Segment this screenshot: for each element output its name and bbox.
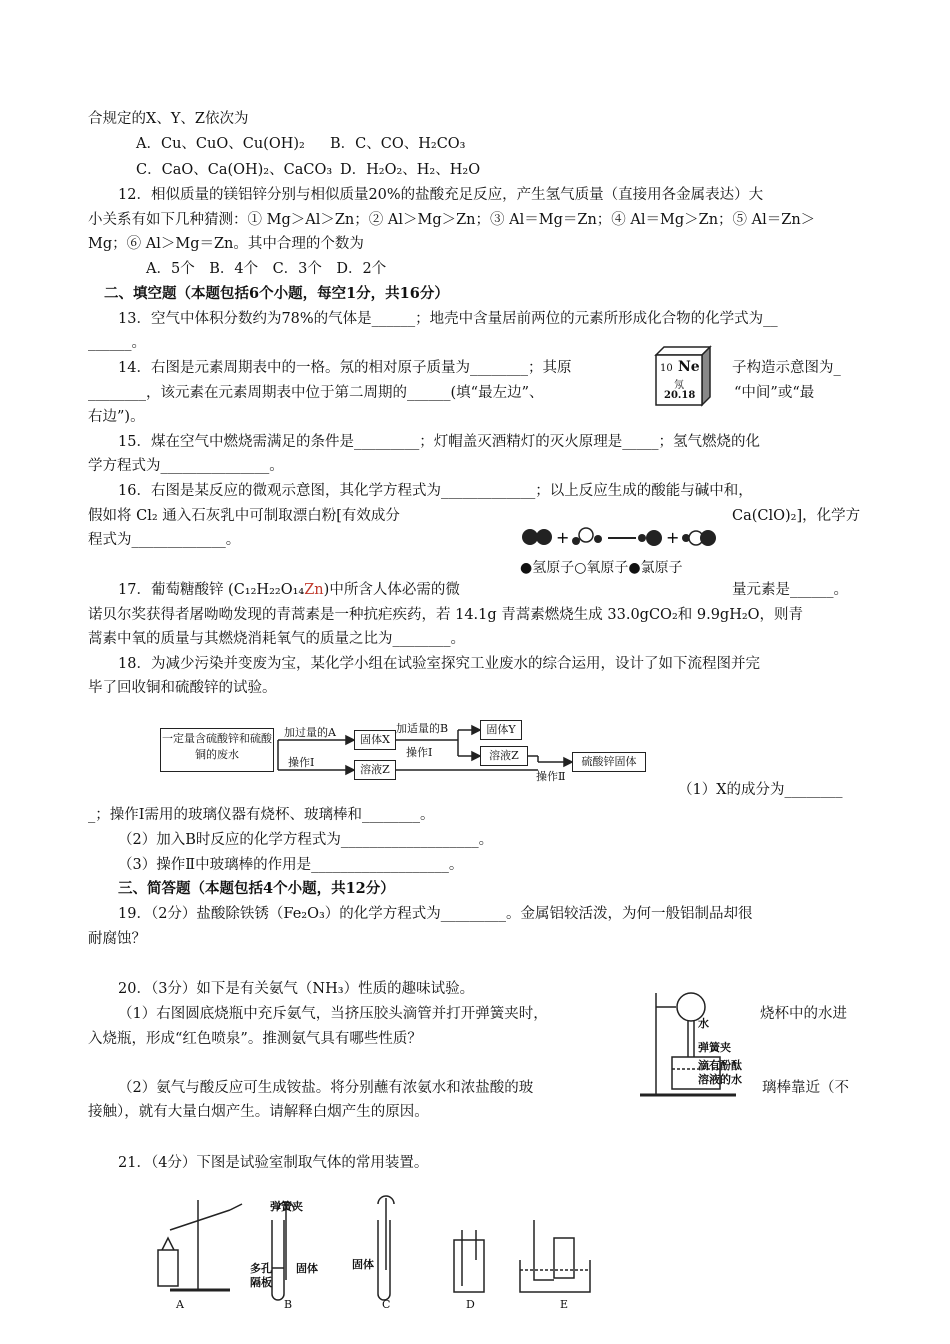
q15-line1: 15．煤在空气中燃烧需满足的条件是_________；灯帽盖灭酒精灯的灭火原理是_____；氢气燃烧的化 xyxy=(118,434,760,450)
q15-line2: 学方程式为_______________。 xyxy=(88,458,284,474)
q13-line2: ______。 xyxy=(88,335,146,351)
q14-line1a: 14．右图是元素周期表中的一格。氖的相对原子质量为________；其原 xyxy=(118,360,572,376)
flow-label-b: 加适量的B xyxy=(396,722,449,735)
reaction-legend: ●氢原子○氧原子●氯原子 xyxy=(520,560,683,576)
q11-stem: 合规定的X、Y、Z依次为 xyxy=(88,111,249,127)
fig21-label-a: A xyxy=(176,1298,184,1311)
flow-chart xyxy=(160,718,650,784)
q20-line4a: （2）氨气与酸反应可生成铵盐。将分别蘸有浓氨水和浓盐酸的玻 xyxy=(118,1080,534,1096)
reaction-diagram xyxy=(520,523,730,583)
q17-line3: 蒿素中氧的质量与其燃烧消耗氧气的质量之比为________。 xyxy=(88,631,465,647)
q20-line2a: （1）右图圆底烧瓶中充斥氨气，当挤压胶头滴管并打开弹簧夹时， xyxy=(118,1006,548,1022)
q11-option-c: C．CaO、Ca(OH)₂、CaCO₃ xyxy=(136,162,333,178)
q18-sub3: （3）操作Ⅱ中玻璃棒的作用是___________________。 xyxy=(118,857,464,873)
q12-line2: 小关系有如下几种猜测：① Mg＞Al＞Zn；② Al＞Mg＞Zn；③ Al＝Mg＝Zn；④ Al＝Mg＞Zn；⑤ Al＝Zn＞ xyxy=(88,212,816,228)
svg-text:+: + xyxy=(556,528,570,547)
fig21-solid-label-b: 固体 xyxy=(296,1262,318,1275)
fig21-plate-label1: 多孔 xyxy=(250,1262,272,1275)
fig21-label-b: B xyxy=(284,1298,293,1311)
fig21-label-c: C xyxy=(382,1298,391,1311)
q20-line2b: 烧杯中的水进 xyxy=(760,1006,847,1022)
q12-options: A．5个 B．4个 C．3个 D．2个 xyxy=(146,261,387,277)
q17-formula-text: 17．葡萄糖酸锌 (C₁₂H₂₂O₁₄ xyxy=(118,582,305,598)
gas-apparatus-figure xyxy=(150,1190,600,1315)
q14-line1b: 子构造示意图为_ xyxy=(732,360,841,376)
fig21-plate-label2: 隔板 xyxy=(250,1276,272,1289)
svg-text:+: + xyxy=(666,528,680,547)
q18-line1: 18．为减少污染并变废为宝，某化学小组在试验室探究工业废水的综合运用，设计了如下流程图并完 xyxy=(118,656,760,672)
q20-line1: 20．（3分）如下是有关氨气（NH₃）性质的趣味试验。 xyxy=(118,981,475,997)
ammonia-fountain-figure xyxy=(636,985,746,1100)
fig21-label-e: E xyxy=(560,1298,569,1311)
section-2-heading: 二、填空题（本题包括6个小题，每空1分，共16分） xyxy=(104,285,449,302)
q18-sub1a: （1）X的成分为________ xyxy=(678,782,843,798)
q18-line2: 毕了回收铜和硫酸锌的试验。 xyxy=(88,680,277,696)
fig20-water-label: 水 xyxy=(698,1017,709,1030)
cell-name: 氖 xyxy=(674,380,684,391)
fig21-label-d: D xyxy=(466,1298,475,1311)
q16-line1: 16．右图是某反应的微观示意图，其化学方程式为_____________；以上反应生成的酸能与碱中和， xyxy=(118,483,753,499)
flow-solution-z1: 溶液Z xyxy=(354,760,396,780)
q20-line5: 接触），就有大量白烟产生。请解释白烟产生的原因。 xyxy=(88,1104,429,1120)
q14-line2b: “中间”或“最 xyxy=(734,385,815,401)
fig20-clip-label: 弹簧夹 xyxy=(698,1041,731,1054)
q11-option-d: D．H₂O₂、H₂、H₂O xyxy=(340,162,481,178)
fig21-solid-label-c: 固体 xyxy=(352,1258,374,1271)
fig20-phenol-label: 滴有酚酞 xyxy=(698,1059,742,1072)
q16-line2b: Ca(ClO)₂]，化学方 xyxy=(732,508,861,524)
cell-mass: 20.18 xyxy=(664,390,696,401)
q13-line1: 13．空气中体积分数约为78%的气体是______；地壳中含量居前两位的元素所形成化合物的化学式为__ xyxy=(118,311,778,327)
q18-sub1b: _；操作Ⅰ需用的玻璃仪器有烧杯、玻璃棒和________。 xyxy=(88,807,435,823)
q11-option-b: B．C、CO、H₂CO₃ xyxy=(330,136,466,152)
q20-line3: 入烧瓶，形成“红色喷泉”。推测氨气具有哪些性质？ xyxy=(88,1031,422,1047)
flow-solid-y: 固体Y xyxy=(480,720,522,740)
flow-end-box: 硫酸锌固体 xyxy=(572,752,646,772)
q17-zn: Zn xyxy=(304,582,324,598)
flow-label-op2: 操作Ⅱ xyxy=(536,770,566,783)
q17-line1-rest: )中所含人体必需的微 xyxy=(323,582,460,598)
q16-line2a: 假如将 Cl₂ 通入石灰乳中可制取漂白粉[有效成分 xyxy=(88,508,400,524)
flow-label-opI: 操作Ⅰ xyxy=(406,746,433,759)
flow-solution-z2: 溶液Z xyxy=(480,746,528,766)
q12-line3: Mg；⑥ Al＞Mg＝Zn。其中合理的个数为 xyxy=(88,236,364,252)
q17-line2: 诺贝尔奖获得者屠呦呦发现的青蒿素是一种抗疟疾药，若 14.1g 青蒿素燃烧生成 33.0gCO₂和 9.9gH₂O，则青 xyxy=(88,607,804,623)
flow-solid-x: 固体X xyxy=(354,730,396,750)
q17-line1c: 量元素是______。 xyxy=(732,582,848,598)
flow-start-box: 一定量含硫酸锌和硫酸铜的废水 xyxy=(160,728,274,772)
q12-line1: 12．相似质量的镁铝锌分别与相似质量20%的盐酸充足反应，产生氢气质量（直接用各金属表达）大 xyxy=(118,187,764,203)
fig21-clip-label: 弹簧夹 xyxy=(270,1200,303,1213)
q14-line2a: ________，该元素在元素周期表中位于第二周期的______(填“最左边”、 xyxy=(88,385,544,401)
cell-symbol: Ne xyxy=(678,359,700,375)
flow-label-a: 加过量的A xyxy=(284,726,336,739)
q19-line1: 19．（2分）盐酸除铁锈（Fe₂O₃）的化学方程式为_________。金属铝较活泼，为何一般铝制品却很 xyxy=(118,906,753,922)
flow-label-op1: 操作Ⅰ xyxy=(288,756,315,769)
q18-sub2: （2）加入B时反应的化学方程式为___________________。 xyxy=(118,832,494,848)
q11-option-a: A．Cu、CuO、Cu(OH)₂ xyxy=(136,136,305,152)
q14-line3: 右边”)。 xyxy=(88,409,145,425)
periodic-table-cell xyxy=(650,345,712,407)
fig20-solution-label: 溶液的水 xyxy=(698,1073,742,1086)
q21-line1: 21．（4分）下图是试验室制取气体的常用装置。 xyxy=(118,1155,429,1171)
cell-atomic-number: 10 xyxy=(660,363,673,374)
q17-line1a xyxy=(118,580,460,600)
q20-line4b: 璃棒靠近（不 xyxy=(762,1080,849,1096)
q16-line3: 程式为_____________。 xyxy=(88,532,241,548)
q19-line2: 耐腐蚀？ xyxy=(88,931,146,947)
section-3-heading: 三、简答题（本题包括4个小题，共12分） xyxy=(118,880,395,897)
